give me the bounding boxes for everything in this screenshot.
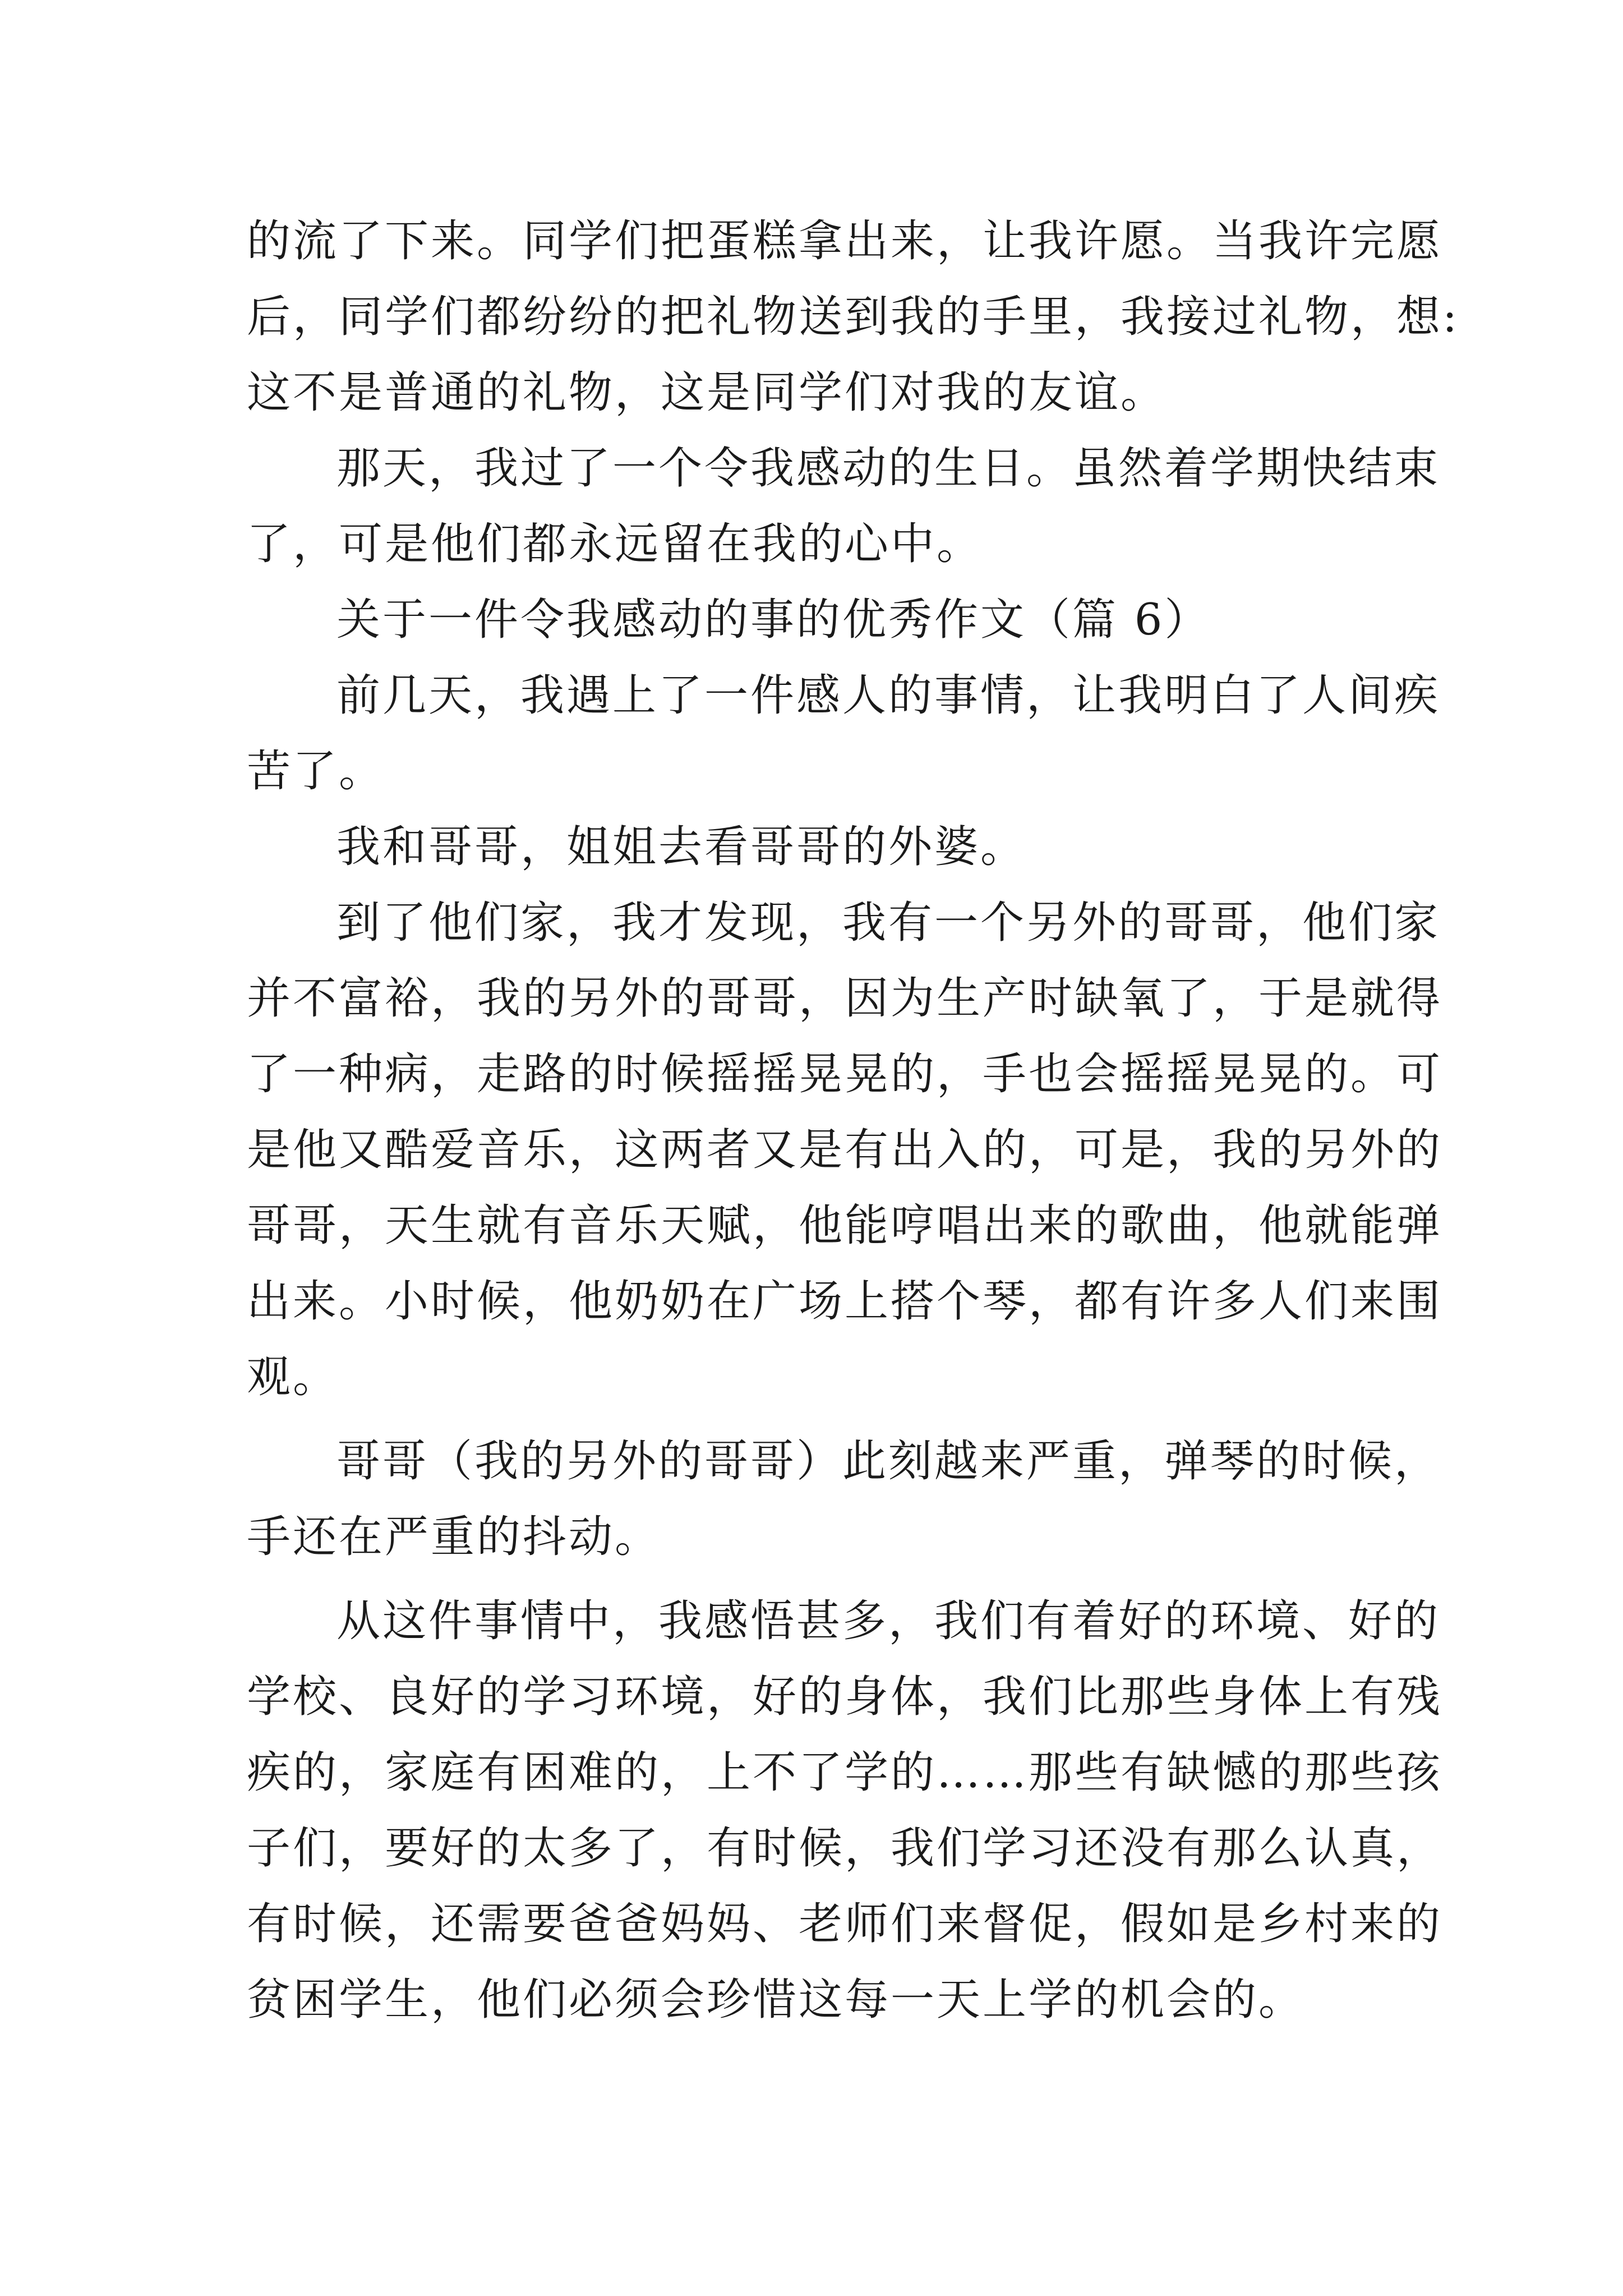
text-line: 出来。小时候，他奶奶在广场上搭个琴，都有许多人们来围 xyxy=(247,1276,1443,1327)
text-line: 那天，我过了一个令我感动的生日。虽然着学期快结束 xyxy=(336,443,1441,494)
section-title: 关于一件令我感动的事的优秀作文（篇 6） xyxy=(336,595,1211,645)
text-line: 从这件事情中，我感悟甚多，我们有着好的环境、好的 xyxy=(336,1596,1441,1646)
text-line: 后，同学们都纷纷的把礼物送到我的手里，我接过礼物，想: xyxy=(247,292,1460,342)
text-line: 手还在严重的抖动。 xyxy=(247,1512,661,1562)
text-line: 这不是普通的礼物，这是同学们对我的友谊。 xyxy=(247,367,1167,418)
text-line: 有时候，还需要爸爸妈妈、老师们来督促，假如是乡村来的 xyxy=(247,1899,1443,1949)
text-line: 到了他们家，我才发现，我有一个另外的哥哥，他们家 xyxy=(336,898,1441,948)
text-line: 并不富裕，我的另外的哥哥，因为生产时缺氧了，于是就得 xyxy=(247,973,1443,1024)
text-line: 贫困学生，他们必须会珍惜这每一天上学的机会的。 xyxy=(247,1975,1305,2025)
text-line: 观。 xyxy=(247,1352,339,1402)
text-line: 哥哥（我的另外的哥哥）此刻越来严重，弹琴的时候， xyxy=(336,1436,1441,1487)
text-line: 的流了下来。同学们把蛋糕拿出来，让我许愿。当我许完愿 xyxy=(247,216,1443,266)
text-line: 前几天，我遇上了一件感人的事情，让我明白了人间疾 xyxy=(336,670,1441,721)
text-line: 了一种病，走路的时候摇摇晃晃的，手也会摇摇晃晃的。可 xyxy=(247,1049,1443,1099)
text-line: 了，可是他们都永远留在我的心中。 xyxy=(247,519,983,569)
text-line: 疾的，家庭有困难的，上不了学的……那些有缺憾的那些孩 xyxy=(247,1747,1443,1798)
text-line: 子们，要好的太多了，有时候，我们学习还没有那么认真， xyxy=(247,1823,1443,1874)
text-line: 哥哥，天生就有音乐天赋，他能哼唱出来的歌曲，他就能弹 xyxy=(247,1200,1443,1251)
text-line: 我和哥哥，姐姐去看哥哥的外婆。 xyxy=(336,822,1027,872)
text-line: 是他又酷爱音乐，这两者又是有出入的，可是，我的另外的 xyxy=(247,1125,1443,1175)
text-line: 学校、良好的学习环境，好的身体，我们比那些身体上有残 xyxy=(247,1672,1443,1722)
text-line: 苦了。 xyxy=(247,746,385,797)
